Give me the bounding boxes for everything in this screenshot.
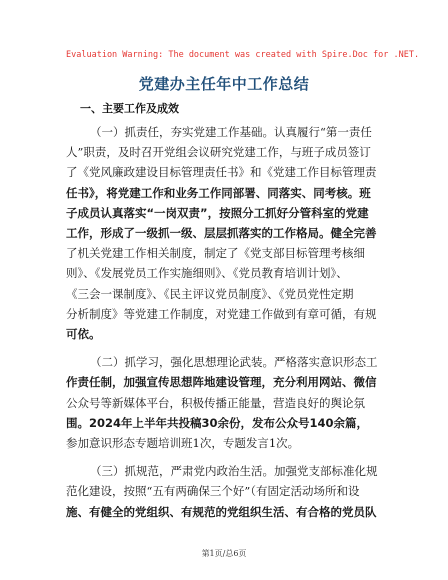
paragraph-line: 《三会一课制度》、《民主评议党员制度》、《党员党性定期: [66, 286, 354, 301]
paragraph-line: （三）抓规范，严肃党内政治生活。加强党支部标准化规: [90, 464, 378, 479]
paragraph-line: 公众号等新媒体平台，积极传播正能量，营造良好的舆论氛: [66, 395, 365, 410]
paragraph-study: [66, 352, 400, 453]
evaluation-warning: Evaluation Warning: The document was created with Spire.Doc for .NET.: [66, 50, 420, 60]
paragraph-line: 了《党风廉政建设目标管理责任书》和《党建工作目标管理责: [66, 165, 377, 180]
page-title: 党建办主任年中工作总结: [138, 75, 310, 93]
paragraph-responsibility: [66, 122, 400, 344]
paragraph-line: 分析制度》等党建工作制度，对党建工作做到有章可循，有规: [66, 306, 377, 321]
document-body: [66, 122, 400, 522]
paragraph-line: 围。2024年上半年共投稿30余份，发布公众号140余篇，: [66, 415, 369, 430]
paragraph-line: （一）抓责任，夯实党建工作基础。认真履行“第一责任: [90, 125, 372, 139]
paragraph-line: 了机关党建工作相关制度，制定了《党支部目标管理考核细: [66, 246, 365, 261]
paragraph-line: 人”职责，及时召开党组会议研究党建工作，与班子成员签订: [66, 145, 371, 160]
paragraph-line: 施、有健全的党组织、有规范的党组织生活、有合格的党员队: [66, 504, 377, 519]
paragraph-line: 范化建设，按照“五有两确保三个好”（有固定活动场所和设: [66, 484, 360, 499]
paragraph-line: 子成员认真落实“一岗双责”，按照分工抓好分管科室的党建: [66, 205, 369, 220]
paragraph-line: 作责任制，加强宣传思想阵地建设管理，充分利用网站、微信: [66, 375, 377, 390]
paragraph-line: 参加意识形态专题培训班1次，专题发言1次。: [66, 436, 300, 451]
section-heading: 一、主要工作及成效: [80, 102, 179, 115]
paragraph-line: 可依。: [66, 327, 101, 342]
paragraph-line: （二）抓学习，强化思想理论武装。严格落实意识形态工: [90, 355, 378, 370]
paragraph-line: 任书》，将党建工作和业务工作同部署、同落实、同考核。班: [66, 185, 371, 200]
paragraph-line: 工作，形成了一级抓一级、层层抓落实的工作格局。健全完善: [66, 226, 377, 241]
paragraph-standards: [66, 461, 400, 522]
page-number: 第1页/总6页: [201, 549, 247, 558]
paragraph-line: 则》、《发展党员工作实施细则》、《党员教育培训计划》、: [66, 266, 348, 281]
